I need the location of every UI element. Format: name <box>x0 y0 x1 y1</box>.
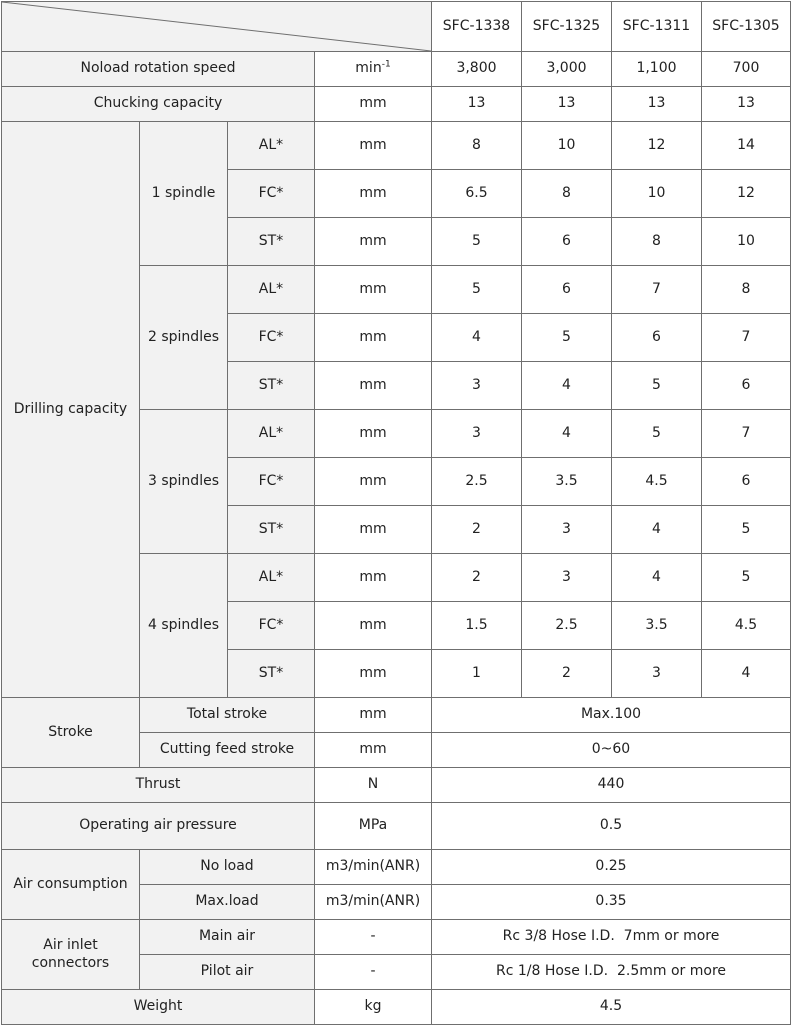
value-cell: 3.5 <box>522 458 612 506</box>
value-cell: 5 <box>612 410 702 458</box>
material-label: AL* <box>228 122 315 170</box>
value-cell: 6.5 <box>432 170 522 218</box>
value-cell: 3.5 <box>612 602 702 650</box>
value-cell: 10 <box>612 170 702 218</box>
drilling-row <box>2 122 791 170</box>
value-cell: 13 <box>702 87 791 122</box>
diagonal-line <box>2 2 431 51</box>
material-label: FC* <box>228 602 315 650</box>
value-cell: 6 <box>702 362 791 410</box>
material-label: ST* <box>228 362 315 410</box>
value-cell: 14 <box>702 122 791 170</box>
material-label: FC* <box>228 458 315 506</box>
sub-label: No load <box>140 850 315 885</box>
row-label: Drilling capacity <box>2 122 140 698</box>
value-cell: 10 <box>522 122 612 170</box>
material-label: ST* <box>228 650 315 698</box>
row-label <box>2 920 140 990</box>
unit-cell: mm <box>315 410 432 458</box>
value-cell: 5 <box>702 506 791 554</box>
unit-cell: mm <box>315 650 432 698</box>
material-label: AL* <box>228 410 315 458</box>
unit-cell: $\min^{-1}$ <box>315 52 432 87</box>
value-cell: 3 <box>432 410 522 458</box>
unit-cell: mm <box>315 554 432 602</box>
model-header: SFC-1311 <box>612 2 702 52</box>
value-cell: 13 <box>612 87 702 122</box>
material-label: AL* <box>228 554 315 602</box>
value-cell: 7 <box>702 314 791 362</box>
value-cell: 8 <box>432 122 522 170</box>
value-cell: 10 <box>702 218 791 266</box>
row-label: Chucking capacity <box>2 87 315 122</box>
value-cell: 0~60 <box>432 733 791 768</box>
sub-label: Pilot air <box>140 955 315 990</box>
value-cell: 2.5 <box>432 458 522 506</box>
material-label: ST* <box>228 218 315 266</box>
value-cell: 6 <box>522 266 612 314</box>
sub-label: Total stroke <box>140 698 315 733</box>
unit-cell: MPa <box>315 803 432 850</box>
row-label: Thrust <box>2 768 315 803</box>
value-cell: 7 <box>612 266 702 314</box>
value-cell: 4 <box>612 506 702 554</box>
value-cell: 3,000 <box>522 52 612 87</box>
corner-cell <box>2 2 432 52</box>
unit-cell: - <box>315 955 432 990</box>
value-cell: Rc 3/8 Hose I.D. 7mm or more <box>432 920 791 955</box>
material-label: FC* <box>228 170 315 218</box>
value-cell: 4 <box>612 554 702 602</box>
stroke-row <box>2 698 791 733</box>
value-cell: 700 <box>702 52 791 87</box>
value-cell: 0.25 <box>432 850 791 885</box>
value-cell: 2 <box>432 554 522 602</box>
unit-cell: mm <box>315 218 432 266</box>
row-label-line: Air inlet <box>43 937 98 953</box>
model-header: SFC-1305 <box>702 2 791 52</box>
value-cell: 7 <box>702 410 791 458</box>
unit-cell: mm <box>315 506 432 554</box>
unit-cell: m3/min(ANR) <box>315 850 432 885</box>
row-label-line: connectors <box>31 954 110 971</box>
sub-label: Main air <box>140 920 315 955</box>
unit-cell: mm <box>315 698 432 733</box>
spindle-label: 2 spindles <box>140 266 228 410</box>
value-cell: 4 <box>522 362 612 410</box>
value-cell: 4 <box>432 314 522 362</box>
value-cell: 8 <box>522 170 612 218</box>
noload-row <box>2 52 791 87</box>
unit-cell: mm <box>315 87 432 122</box>
unit-cell: kg <box>315 990 432 1025</box>
sub-label: Cutting feed stroke <box>140 733 315 768</box>
value-cell: 12 <box>702 170 791 218</box>
value-cell: 4 <box>522 410 612 458</box>
spindle-label: 4 spindles <box>140 554 228 698</box>
row-label: Weight <box>2 990 315 1025</box>
unit-cell: mm <box>315 602 432 650</box>
material-label: AL* <box>228 266 315 314</box>
unit-cell: mm <box>315 314 432 362</box>
value-cell: 3 <box>522 506 612 554</box>
value-cell: 13 <box>432 87 522 122</box>
value-cell: 5 <box>432 218 522 266</box>
chucking-row <box>2 87 791 122</box>
value-cell: 4 <box>702 650 791 698</box>
value-cell: Max.100 <box>432 698 791 733</box>
thrust-row <box>2 768 791 803</box>
value-cell: 0.5 <box>432 803 791 850</box>
value-cell: 4.5 <box>612 458 702 506</box>
value-cell: 3 <box>432 362 522 410</box>
value-cell: 1 <box>432 650 522 698</box>
unit-cell: mm <box>315 362 432 410</box>
value-cell: 4.5 <box>702 602 791 650</box>
value-cell: 6 <box>522 218 612 266</box>
unit-cell: N <box>315 768 432 803</box>
air-inlet-row <box>2 920 791 955</box>
model-header: SFC-1325 <box>522 2 612 52</box>
value-cell: 1,100 <box>612 52 702 87</box>
air-consumption-row <box>2 850 791 885</box>
value-cell: 440 <box>432 768 791 803</box>
value-cell: 6 <box>612 314 702 362</box>
value-cell: 3 <box>612 650 702 698</box>
value-cell: 5 <box>612 362 702 410</box>
sub-label: Max.load <box>140 885 315 920</box>
material-label: ST* <box>228 506 315 554</box>
spindle-label: 1 spindle <box>140 122 228 266</box>
unit-cell: mm <box>315 170 432 218</box>
unit-cell: mm <box>315 122 432 170</box>
value-cell: 5 <box>522 314 612 362</box>
row-label: Air consumption <box>2 850 140 920</box>
value-cell: 6 <box>702 458 791 506</box>
value-cell: 2 <box>432 506 522 554</box>
value-cell: 8 <box>702 266 791 314</box>
value-cell: 5 <box>432 266 522 314</box>
unit-cell: - <box>315 920 432 955</box>
spindle-label: 3 spindles <box>140 410 228 554</box>
value-cell: 12 <box>612 122 702 170</box>
model-header: SFC-1338 <box>432 2 522 52</box>
material-label: FC* <box>228 314 315 362</box>
weight-row <box>2 990 791 1025</box>
value-cell: 2.5 <box>522 602 612 650</box>
unit-cell: m3/min(ANR) <box>315 885 432 920</box>
value-cell: 0.35 <box>432 885 791 920</box>
value-cell: 5 <box>702 554 791 602</box>
spec-table <box>1 1 791 1025</box>
value-cell: 3,800 <box>432 52 522 87</box>
row-label: Operating air pressure <box>2 803 315 850</box>
unit-cell: mm <box>315 458 432 506</box>
value-cell: Rc 1/8 Hose I.D. 2.5mm or more <box>432 955 791 990</box>
unit-cell: mm <box>315 266 432 314</box>
row-label: Stroke <box>2 698 140 768</box>
value-cell: 3 <box>522 554 612 602</box>
air-pressure-row <box>2 803 791 850</box>
value-cell: 13 <box>522 87 612 122</box>
header-row <box>2 2 791 52</box>
value-cell: 8 <box>612 218 702 266</box>
value-cell: 4.5 <box>432 990 791 1025</box>
row-label: Noload rotation speed <box>2 52 315 87</box>
unit-cell: mm <box>315 733 432 768</box>
value-cell: 1.5 <box>432 602 522 650</box>
value-cell: 2 <box>522 650 612 698</box>
